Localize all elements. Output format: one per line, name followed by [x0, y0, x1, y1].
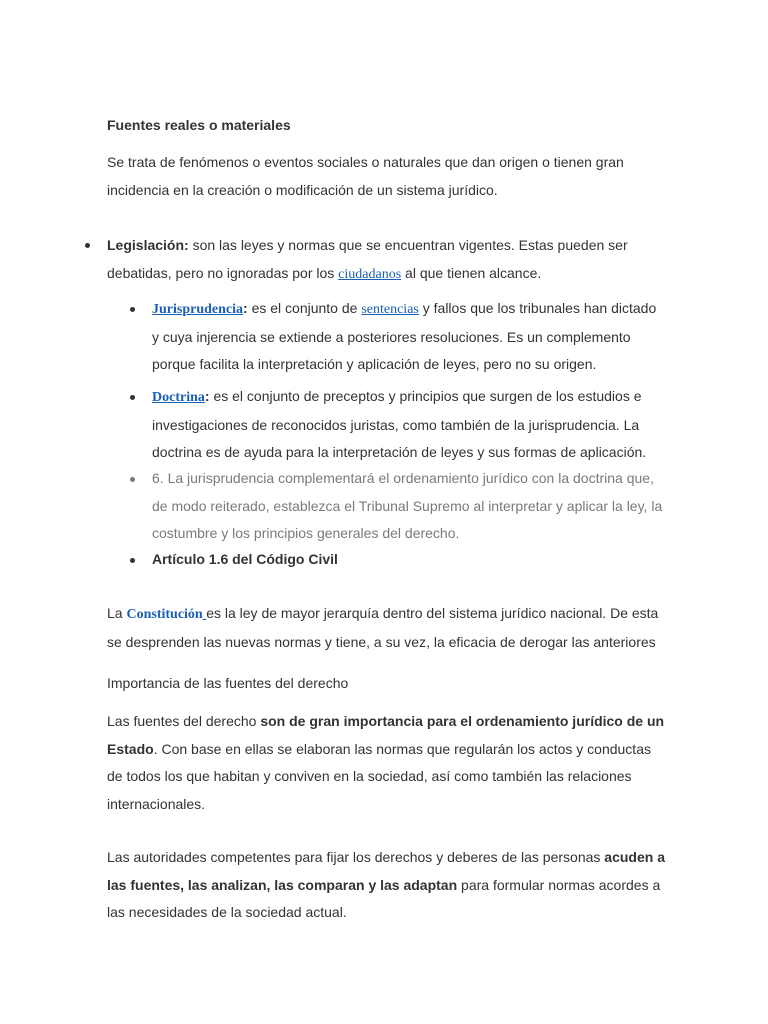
bullet-dot: [130, 395, 135, 400]
constitucion-text: es la ley de mayor jerarquía dentro del sistema jurídico nacional. De esta se desprenden las nuevas normas y tiene, a su vez, la eficacia de derogar las anteriores: [107, 605, 659, 650]
legislacion-text-end: al que tienen alcance.: [401, 264, 542, 281]
importancia-heading: [107, 670, 667, 698]
legislacion-label: Legislación:: [107, 237, 189, 253]
list-item-jurisprudencia: [152, 295, 667, 379]
importancia-paragraph: [107, 708, 667, 818]
doctrina-colon: :: [204, 388, 210, 404]
doctrina-link[interactable]: Doctrina: [152, 390, 205, 405]
constitucion-prefix: La: [107, 605, 127, 621]
list-item-legislacion: [107, 232, 667, 288]
jurisprudencia-text: es el conjunto de: [247, 300, 362, 316]
bullet-dot: [130, 558, 135, 563]
bullet-dot: [130, 307, 135, 312]
autoridades-bold: acuden a las fuentes, las analizan, las comparan y las adaptan: [107, 849, 665, 893]
doctrina-text: es el conjunto de preceptos y principios que surgen de los estudios e investigaciones de reconocidos juristas, como también de la jurisprudencia. La doctrina es de ayuda para la interpretación de leyes y sus formas de aplicación.: [152, 388, 647, 460]
importancia-text: Las fuentes del derecho: [107, 713, 261, 729]
intro-text: Se trata de fenómenos o eventos sociales o naturales que dan origen o tienen gran incidencia en la creación o modificación de un sistema jurídico.: [107, 154, 624, 198]
ciudadanos-link[interactable]: ciudadanos: [338, 266, 402, 282]
legislacion-text: son las leyes y normas que se encuentran vigentes. Estas pueden ser debatidas, pero no ignoradas por los: [107, 237, 628, 281]
constitucion-link[interactable]: Constitución: [126, 607, 203, 622]
autoridades-text: Las autoridades competentes para fijar los derechos y deberes de las personas: [107, 849, 605, 865]
intro-paragraph: [107, 149, 667, 204]
importancia-bold: son de gran importancia para el ordenamiento jurídico de un Estado: [107, 713, 665, 757]
articulo-label: Artículo 1.6 del Código Civil: [152, 551, 338, 567]
articulo-quote-text: 6. La jurisprudencia complementará el ordenamiento jurídico con la doctrina que, de modo reiterado, establezca el Tribunal Supremo al interpretar y aplicar la ley, la costumbre y los principios generales del derecho.: [152, 470, 663, 541]
jurisprudencia-link[interactable]: Jurisprudencia: [152, 302, 244, 317]
section-heading: Fuentes reales o materiales: [107, 117, 291, 133]
list-item-articulo-quote: [152, 465, 667, 548]
jurisprudencia-text-end: y fallos que los tribunales han dictado y cuya injerencia se extiende a posteriores resoluciones. Es un complemento porque facilita la interpretación y aplicación de leyes, pero no su origen.: [152, 300, 657, 372]
list-item-articulo-label: [152, 546, 667, 574]
bullet-dot: [130, 477, 135, 482]
bullet-dot: [85, 243, 90, 248]
sentencias-link[interactable]: sentencias: [361, 302, 419, 317]
constitucion-paragraph: [107, 600, 667, 656]
jurisprudencia-colon: :: [243, 300, 248, 316]
list-item-doctrina: [152, 383, 667, 467]
autoridades-text-end: para formular normas acordes a las necesidades de la sociedad actual.: [107, 876, 661, 920]
importancia-heading-text: Importancia de las fuentes del derecho: [107, 675, 349, 691]
autoridades-paragraph: [107, 844, 667, 927]
importancia-text-end: . Con base en ellas se elaboran las normas que regularán los actos y conductas de todos los que habitan y conviven en la sociedad, así como también las relaciones internacionales.: [107, 740, 651, 812]
